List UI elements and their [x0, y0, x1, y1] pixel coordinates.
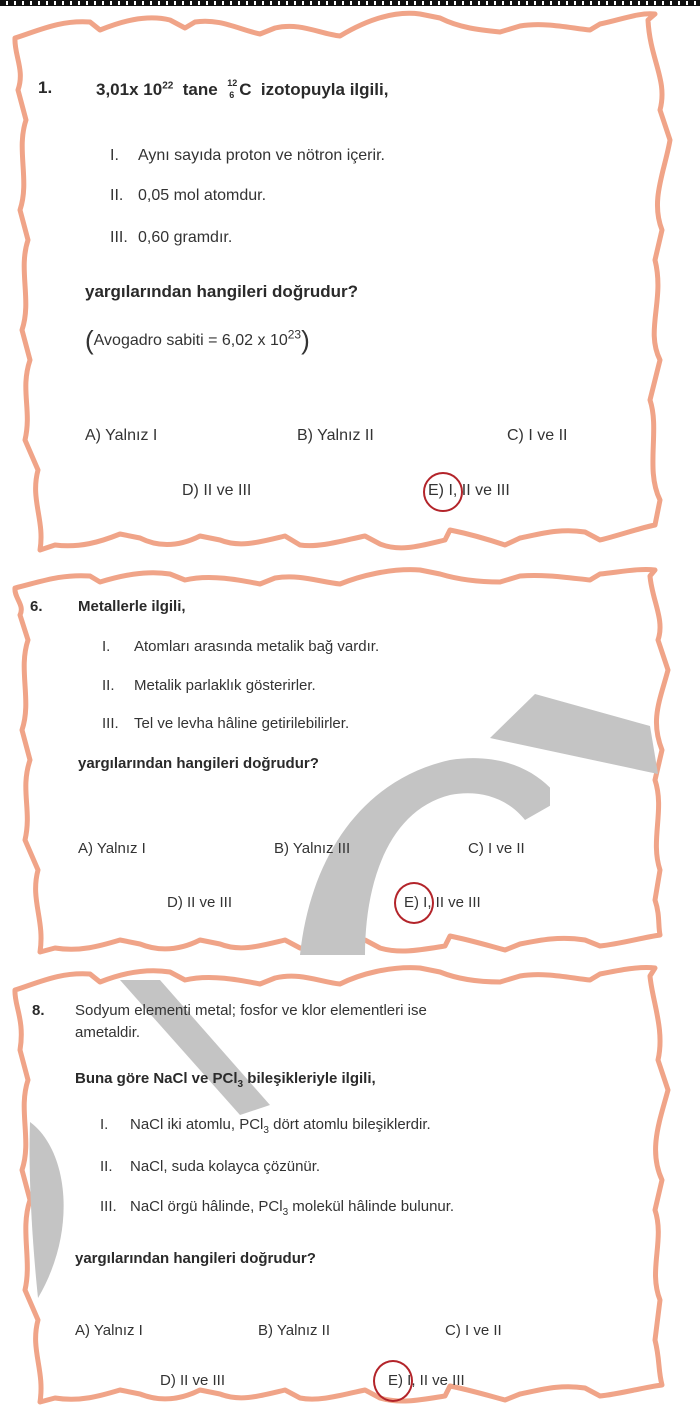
question-prompt: yargılarından hangileri doğrudur? — [75, 1250, 316, 1267]
statement-1: I. NaCl iki atomlu, PCl$_3$ dört atomlu bileşiklerdir. — [100, 1116, 431, 1136]
option-b[interactable]: B) Yalnız III — [274, 840, 351, 857]
option-b[interactable]: B) Yalnız II — [258, 1322, 330, 1339]
statement-1: I. Atomları arasında metalik bağ vardır. — [102, 638, 380, 655]
answer-circle-mark — [373, 1360, 413, 1402]
option-a[interactable]: A) Yalnız I — [78, 840, 146, 857]
avogadro-note: (Avogadro sabiti = 6,02 x $10^{23}$) — [85, 325, 310, 355]
option-d[interactable]: D) II ve III — [167, 894, 233, 911]
isotope-notation: 12 6 — [227, 77, 238, 100]
question-stem: Metallerle ilgili, — [78, 598, 186, 615]
statement-3: III. Tel ve levha hâline getirilebilirler. — [102, 715, 350, 732]
option-c[interactable]: C) I ve II — [468, 840, 525, 857]
option-c[interactable]: C) I ve II — [445, 1322, 502, 1339]
option-d[interactable]: D) II ve III — [160, 1372, 226, 1389]
question-card-6 — [0, 560, 700, 960]
intro-line-1: Sodyum elementi metal; fosfor ve klor elementleri ise — [75, 1002, 427, 1019]
option-e[interactable]: E) I, II ve III — [404, 894, 481, 911]
option-d[interactable]: D) II ve III — [182, 482, 252, 499]
question-number: 8. — [32, 1002, 45, 1019]
gray-overlay-crescent — [18, 1120, 78, 1300]
answer-circle-mark — [394, 882, 434, 924]
question-number: 1. — [38, 78, 53, 97]
option-e[interactable]: E) I, II ve III — [428, 482, 510, 499]
statement-2: II. Metalik parlaklık gösterirler. — [102, 677, 316, 694]
statement-3: III. 0,60 gramdır. — [110, 229, 233, 246]
isotope-symbol: C — [239, 80, 252, 99]
stem-word: tane — [182, 80, 218, 99]
question-prompt: yargılarından hangileri doğrudur? — [85, 282, 358, 301]
question-stem: Buna göre NaCl ve PCl$_3$ bileşikleriyle ilgili, — [75, 1070, 376, 1090]
question-stem — [96, 77, 389, 100]
intro-line-2: ametaldir. — [75, 1024, 141, 1041]
statement-3: III. NaCl örgü hâlinde, PCl$_3$ molekül hâlinde bulunur. — [100, 1198, 455, 1218]
stem-rest: izotopuyla ilgili, — [260, 80, 389, 99]
statement-2: II. NaCl, suda kolayca çözünür. — [100, 1158, 321, 1175]
stem-mantissa: 3,01x 10 — [96, 80, 163, 99]
option-e[interactable]: E) I, II ve III — [388, 1372, 465, 1389]
option-c[interactable]: C) I ve II — [507, 427, 568, 444]
question-number: 6. — [30, 598, 43, 615]
option-a[interactable]: A) Yalnız I — [75, 1322, 143, 1339]
statement-2: II. 0,05 mol atomdur. — [110, 187, 267, 204]
question-card-1 — [0, 0, 700, 570]
gray-overlay-band — [120, 980, 280, 1120]
answer-circle-mark — [423, 472, 463, 512]
question-card-8 — [0, 960, 700, 1428]
statement-1: I. Aynı sayıda proton ve nötron içerir. — [110, 147, 385, 164]
stem-exponent: 22 — [162, 80, 174, 92]
option-b[interactable]: B) Yalnız II — [297, 427, 374, 444]
option-a[interactable]: A) Yalnız I — [85, 427, 158, 444]
question-prompt: yargılarından hangileri doğrudur? — [78, 755, 319, 772]
